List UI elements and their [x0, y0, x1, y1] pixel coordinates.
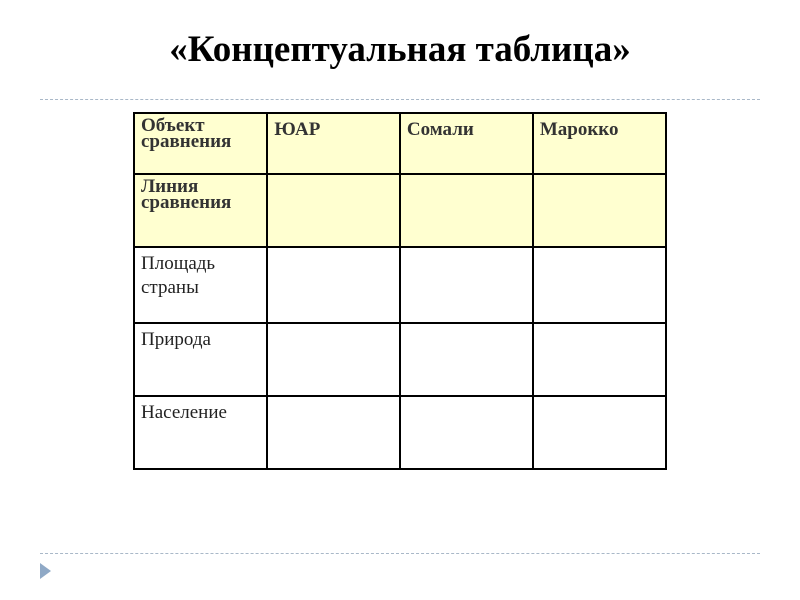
row-label: Площадь страны — [134, 247, 267, 323]
table-row — [134, 247, 666, 323]
concept-table — [133, 112, 667, 470]
bullet-triangle-icon — [40, 563, 51, 579]
table-cell — [533, 174, 666, 247]
table-cell — [267, 396, 400, 469]
slide-title: «Концептуальная таблица» — [169, 29, 631, 70]
row-label: Линия сравнения — [134, 174, 267, 247]
table-cell — [400, 396, 533, 469]
table-cell — [533, 323, 666, 396]
table-cell — [267, 174, 400, 247]
table-row — [134, 396, 666, 469]
header-cell: Марокко — [533, 113, 666, 174]
table-cell — [533, 396, 666, 469]
header-cell: Объект сравнения — [134, 113, 267, 174]
table-row — [134, 174, 666, 247]
table-cell — [400, 323, 533, 396]
table-row — [134, 323, 666, 396]
row-label: Природа — [134, 323, 267, 396]
table-cell — [267, 323, 400, 396]
table-cell — [400, 174, 533, 247]
row-label: Население — [134, 396, 267, 469]
table-cell — [400, 247, 533, 323]
table-header-row — [134, 113, 666, 174]
header-cell: ЮАР — [267, 113, 400, 174]
table-cell — [533, 247, 666, 323]
top-divider — [40, 99, 760, 100]
table-cell — [267, 247, 400, 323]
bottom-divider — [40, 553, 760, 554]
header-cell: Сомали — [400, 113, 533, 174]
